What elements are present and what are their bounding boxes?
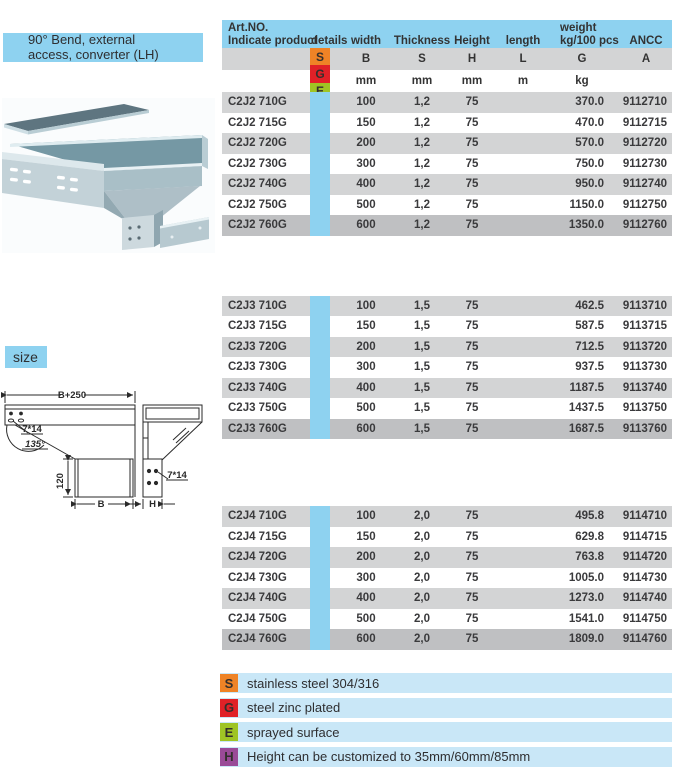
cell-width: 200 bbox=[356, 137, 376, 150]
cell-thickness: 1,5 bbox=[414, 361, 430, 374]
table-row bbox=[222, 337, 672, 358]
pedestal-front bbox=[122, 215, 154, 250]
table-row bbox=[222, 547, 672, 568]
header-length: length bbox=[505, 35, 541, 47]
cell-height: 75 bbox=[465, 633, 479, 646]
cell-thickness: 2,0 bbox=[414, 612, 430, 625]
size-label-text: size bbox=[13, 349, 38, 365]
cell-model: C2J4 720G bbox=[228, 551, 287, 564]
legend-item-H bbox=[220, 747, 672, 767]
legend-badge-S: S bbox=[220, 674, 238, 692]
cell-ancc: 9113750 bbox=[622, 402, 667, 415]
dim-hole-front: 7*14 bbox=[22, 424, 42, 435]
cell-height: 75 bbox=[465, 381, 479, 394]
cell-ancc: 9112715 bbox=[622, 116, 667, 129]
table-header-blue-band bbox=[222, 20, 672, 48]
cell-weight: 750.0 bbox=[575, 157, 604, 170]
cell-model: C2J2 750G bbox=[228, 198, 287, 211]
cell-weight: 1687.5 bbox=[568, 422, 604, 435]
cell-model: C2J2 715G bbox=[228, 116, 287, 129]
details-stripe bbox=[310, 296, 330, 317]
tray-right-wall bbox=[202, 135, 208, 169]
dim-angle: 135° bbox=[25, 439, 45, 450]
cell-height: 75 bbox=[465, 178, 479, 191]
cell-weight: 1187.5 bbox=[569, 381, 604, 394]
cell-ancc: 9112720 bbox=[622, 137, 667, 150]
drawing-lines bbox=[5, 391, 202, 509]
legend-badge-H: H bbox=[220, 748, 238, 766]
table-row bbox=[222, 419, 672, 440]
cell-model: C2J3 730G bbox=[228, 361, 287, 374]
cell-ancc: 9114720 bbox=[622, 551, 667, 564]
cell-ancc: 9113715 bbox=[622, 320, 667, 333]
details-stripe bbox=[310, 506, 330, 527]
table-row bbox=[222, 527, 672, 548]
unit-height: mm bbox=[461, 75, 483, 87]
dim-width-bottom: B bbox=[97, 499, 105, 510]
product-3d-image bbox=[2, 98, 215, 253]
cell-thickness: 1,2 bbox=[414, 198, 430, 211]
details-stripe bbox=[310, 154, 330, 175]
cell-ancc: 9113740 bbox=[622, 381, 667, 394]
side-plate-hole1 bbox=[171, 236, 174, 239]
table-row bbox=[222, 357, 672, 378]
cell-width: 300 bbox=[356, 157, 376, 170]
spec-table-c2j3 bbox=[222, 296, 672, 440]
cell-width: 100 bbox=[356, 299, 376, 312]
symbol-length: L bbox=[519, 53, 527, 65]
material-badge-S: S bbox=[310, 48, 330, 65]
cell-height: 75 bbox=[465, 137, 479, 150]
unit-length: m bbox=[517, 75, 529, 87]
cell-weight: 1005.0 bbox=[568, 571, 604, 584]
dim-height-side: H bbox=[149, 499, 156, 510]
table-row bbox=[222, 398, 672, 419]
cell-height: 75 bbox=[465, 530, 479, 543]
cell-width: 100 bbox=[356, 96, 376, 109]
header-details: details bbox=[311, 35, 348, 47]
cell-width: 600 bbox=[356, 422, 376, 435]
cell-width: 300 bbox=[356, 571, 376, 584]
cell-model: C2J3 740G bbox=[228, 381, 287, 394]
header-art-no: Art.NO. bbox=[228, 22, 269, 34]
symbol-row bbox=[222, 48, 672, 70]
cell-ancc: 9114730 bbox=[622, 571, 667, 584]
cell-model: C2J4 715G bbox=[228, 530, 287, 543]
cell-ancc: 9114760 bbox=[622, 633, 667, 646]
details-stripe bbox=[310, 195, 330, 216]
details-stripe bbox=[310, 568, 330, 589]
cell-width: 400 bbox=[356, 178, 376, 191]
table-row bbox=[222, 609, 672, 630]
header-weight-line1: weight bbox=[560, 22, 597, 34]
cell-thickness: 2,0 bbox=[414, 551, 430, 564]
legend-text: sprayed surface bbox=[247, 724, 340, 740]
cell-ancc: 9113760 bbox=[622, 422, 667, 435]
details-stripe bbox=[310, 113, 330, 134]
cell-thickness: 2,0 bbox=[414, 592, 430, 605]
table-row bbox=[222, 588, 672, 609]
cell-ancc: 9114750 bbox=[622, 612, 667, 625]
details-stripe bbox=[310, 174, 330, 195]
cell-ancc: 9113710 bbox=[622, 299, 667, 312]
cell-model: C2J3 760G bbox=[228, 422, 287, 435]
table-row bbox=[222, 316, 672, 337]
details-stripe bbox=[310, 527, 330, 548]
symbol-ancc: A bbox=[641, 53, 651, 65]
cell-weight: 950.0 bbox=[575, 178, 604, 191]
spec-table-c2j4 bbox=[222, 506, 672, 650]
cell-thickness: 2,0 bbox=[414, 530, 430, 543]
header-ancc: ANCC bbox=[629, 35, 663, 47]
cell-height: 75 bbox=[465, 551, 479, 564]
product-title bbox=[3, 33, 203, 62]
cell-height: 75 bbox=[465, 510, 479, 523]
cell-model: C2J3 750G bbox=[228, 402, 287, 415]
cell-height: 75 bbox=[465, 361, 479, 374]
cell-weight: 570.0 bbox=[575, 137, 604, 150]
cell-height: 75 bbox=[465, 612, 479, 625]
unit-row bbox=[222, 70, 672, 92]
cell-width: 400 bbox=[356, 381, 376, 394]
cell-width: 150 bbox=[356, 116, 376, 129]
cell-thickness: 1,2 bbox=[414, 137, 430, 150]
cell-weight: 370.0 bbox=[575, 96, 604, 109]
details-stripe bbox=[310, 378, 330, 399]
cell-model: C2J2 730G bbox=[228, 157, 287, 170]
legend-item-E bbox=[220, 722, 672, 742]
table-row bbox=[222, 378, 672, 399]
legend-text: steel zinc plated bbox=[247, 700, 341, 716]
table-row bbox=[222, 568, 672, 589]
table-row bbox=[222, 113, 672, 134]
cell-model: C2J4 740G bbox=[228, 592, 287, 605]
symbol-thickness: S bbox=[418, 53, 426, 65]
details-stripe bbox=[310, 133, 330, 154]
cell-height: 75 bbox=[465, 340, 479, 353]
cell-height: 75 bbox=[465, 116, 479, 129]
cell-weight: 763.8 bbox=[575, 551, 604, 564]
cell-width: 150 bbox=[356, 530, 376, 543]
cell-model: C2J2 760G bbox=[228, 219, 287, 232]
symbol-width: B bbox=[361, 53, 371, 65]
cell-model: C2J4 710G bbox=[228, 510, 287, 523]
cell-model: C2J3 710G bbox=[228, 299, 287, 312]
table-header bbox=[222, 20, 672, 92]
details-stripe bbox=[310, 316, 330, 337]
cell-model: C2J4 730G bbox=[228, 571, 287, 584]
cell-ancc: 9112760 bbox=[622, 219, 667, 232]
cell-weight: 1437.5 bbox=[568, 402, 604, 415]
cell-model: C2J3 715G bbox=[228, 320, 287, 333]
cell-height: 75 bbox=[465, 402, 479, 415]
details-stripe bbox=[310, 419, 330, 440]
cell-ancc: 9112750 bbox=[622, 198, 667, 211]
cell-weight: 712.5 bbox=[575, 340, 604, 353]
cell-width: 400 bbox=[356, 592, 376, 605]
header-weight-line2: kg/100 pcs bbox=[560, 35, 619, 47]
cell-width: 500 bbox=[356, 612, 376, 625]
cell-height: 75 bbox=[465, 219, 479, 232]
cell-thickness: 1,5 bbox=[414, 299, 430, 312]
cell-weight: 1809.0 bbox=[568, 633, 604, 646]
cell-ancc: 9112710 bbox=[622, 96, 667, 109]
table-row bbox=[222, 195, 672, 216]
cell-thickness: 2,0 bbox=[414, 571, 430, 584]
cell-thickness: 1,5 bbox=[414, 320, 430, 333]
unit-thickness: mm bbox=[411, 75, 433, 87]
symbol-weight: G bbox=[577, 53, 587, 65]
cell-width: 200 bbox=[356, 551, 376, 564]
legend-badge-G: G bbox=[220, 699, 238, 717]
symbol-height: H bbox=[467, 53, 477, 65]
spec-table-c2j2 bbox=[222, 92, 672, 236]
cell-height: 75 bbox=[465, 422, 479, 435]
legend-text: stainless steel 304/316 bbox=[247, 675, 380, 691]
cell-height: 75 bbox=[465, 157, 479, 170]
table-row bbox=[222, 133, 672, 154]
material-legend bbox=[220, 673, 672, 771]
cell-model: C2J3 720G bbox=[228, 340, 287, 353]
table-row bbox=[222, 296, 672, 317]
details-stripe bbox=[310, 357, 330, 378]
table-row bbox=[222, 154, 672, 175]
product-title-line1: 90° Bend, external bbox=[28, 32, 136, 47]
cell-model: C2J4 760G bbox=[228, 633, 287, 646]
cell-height: 75 bbox=[465, 320, 479, 333]
cell-ancc: 9113730 bbox=[622, 361, 667, 374]
dimension-drawing bbox=[0, 383, 222, 515]
cell-ancc: 9113720 bbox=[622, 340, 667, 353]
cell-thickness: 1,5 bbox=[414, 402, 430, 415]
cell-model: C2J2 740G bbox=[228, 178, 287, 191]
cell-weight: 470.0 bbox=[575, 116, 604, 129]
cell-width: 200 bbox=[356, 340, 376, 353]
details-stripe bbox=[310, 547, 330, 568]
product-title-line2: access, converter (LH) bbox=[28, 46, 159, 62]
cell-weight: 629.8 bbox=[575, 530, 604, 543]
cell-width: 100 bbox=[356, 510, 376, 523]
details-stripe bbox=[310, 92, 330, 113]
cell-model: C2J2 710G bbox=[228, 96, 287, 109]
cell-model: C2J4 750G bbox=[228, 612, 287, 625]
cell-thickness: 1,2 bbox=[414, 116, 430, 129]
cell-ancc: 9112740 bbox=[622, 178, 667, 191]
cell-width: 500 bbox=[356, 198, 376, 211]
cell-weight: 1350.0 bbox=[568, 219, 604, 232]
header-height: Height bbox=[454, 35, 490, 47]
details-stripe bbox=[310, 337, 330, 358]
cell-weight: 587.5 bbox=[575, 320, 604, 333]
cell-ancc: 9114715 bbox=[622, 530, 667, 543]
cell-weight: 1273.0 bbox=[568, 592, 604, 605]
header-width: width bbox=[350, 35, 382, 47]
table-row bbox=[222, 215, 672, 236]
cell-thickness: 1,2 bbox=[414, 157, 430, 170]
cell-height: 75 bbox=[465, 96, 479, 109]
cell-weight: 495.8 bbox=[575, 510, 604, 523]
cell-thickness: 2,0 bbox=[414, 510, 430, 523]
cell-width: 600 bbox=[356, 633, 376, 646]
cell-thickness: 1,5 bbox=[414, 422, 430, 435]
cell-width: 300 bbox=[356, 361, 376, 374]
legend-item-S bbox=[220, 673, 672, 693]
header-thickness: Thickness bbox=[393, 35, 451, 47]
table-row bbox=[222, 92, 672, 113]
cell-ancc: 9114710 bbox=[622, 510, 667, 523]
cell-thickness: 1,2 bbox=[414, 96, 430, 109]
details-stripe bbox=[310, 609, 330, 630]
cell-height: 75 bbox=[465, 198, 479, 211]
cell-height: 75 bbox=[465, 571, 479, 584]
cell-ancc: 9114740 bbox=[622, 592, 667, 605]
cell-thickness: 1,2 bbox=[414, 178, 430, 191]
side-plate-hole2 bbox=[199, 227, 202, 230]
cell-width: 150 bbox=[356, 320, 376, 333]
legend-item-G bbox=[220, 698, 672, 718]
details-stripe bbox=[310, 588, 330, 609]
header-indicate: Indicate product bbox=[228, 35, 318, 47]
details-stripe bbox=[310, 215, 330, 236]
cell-model: C2J2 720G bbox=[228, 137, 287, 150]
cell-width: 600 bbox=[356, 219, 376, 232]
table-row bbox=[222, 629, 672, 650]
cell-thickness: 2,0 bbox=[414, 633, 430, 646]
legend-text: Height can be customized to 35mm/60mm/85mm bbox=[247, 749, 531, 765]
cell-thickness: 1,2 bbox=[414, 219, 430, 232]
cell-thickness: 1,5 bbox=[414, 381, 430, 394]
cell-height: 75 bbox=[465, 592, 479, 605]
size-label bbox=[5, 346, 47, 368]
cell-weight: 462.5 bbox=[575, 299, 604, 312]
cell-ancc: 9112730 bbox=[622, 157, 667, 170]
dim-height-front: 120 bbox=[55, 473, 66, 489]
unit-width: mm bbox=[355, 75, 377, 87]
dim-hole-side: 7*14 bbox=[167, 470, 187, 481]
table-row bbox=[222, 174, 672, 195]
cell-thickness: 1,5 bbox=[414, 340, 430, 353]
cell-weight: 937.5 bbox=[575, 361, 604, 374]
details-stripe bbox=[310, 398, 330, 419]
material-badge-G: G bbox=[310, 65, 330, 82]
dim-top-width: B+250 bbox=[57, 390, 87, 401]
unit-weight: kg bbox=[575, 75, 589, 87]
cell-width: 500 bbox=[356, 402, 376, 415]
cell-weight: 1150.0 bbox=[569, 198, 604, 211]
legend-badge-E: E bbox=[220, 723, 238, 741]
table-row bbox=[222, 506, 672, 527]
cell-height: 75 bbox=[465, 299, 479, 312]
cell-weight: 1541.0 bbox=[568, 612, 604, 625]
details-stripe bbox=[310, 629, 330, 650]
